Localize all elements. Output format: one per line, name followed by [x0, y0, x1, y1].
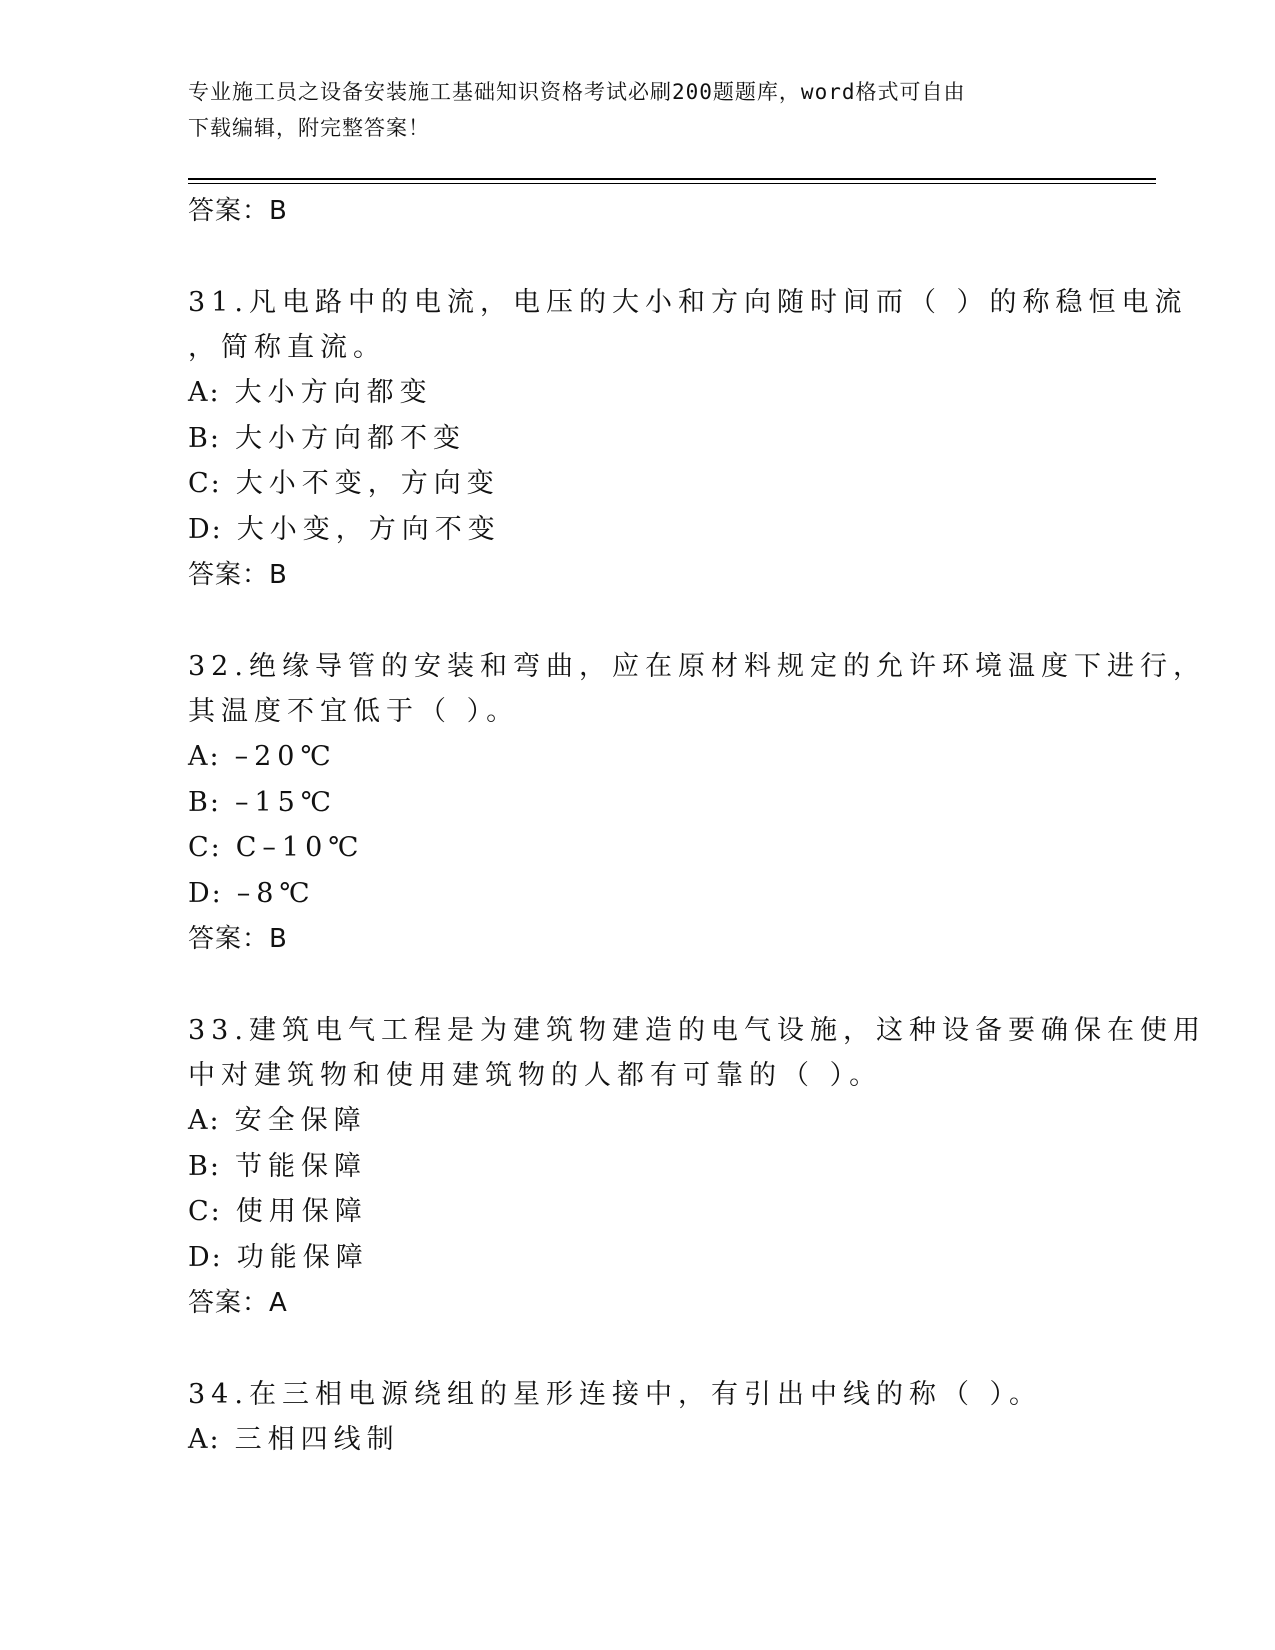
question-32-option-b — [188, 780, 1088, 826]
option-label: D: — [188, 1241, 223, 1273]
option-text: –20℃ — [234, 741, 337, 772]
option-label: A: — [188, 1424, 221, 1455]
question-31-text-line-1: 31.凡电路中的电流，电压的大小和方向随时间而（ ）的称稳恒电流 — [188, 287, 1188, 318]
question-31-option-d — [188, 507, 1088, 553]
question-32-text-line-2: 其温度不宜低于（ ）。 — [188, 696, 520, 727]
option-text: 大小方向都不变 — [234, 422, 466, 454]
spacer — [188, 598, 1088, 644]
option-text: –15℃ — [234, 786, 338, 818]
question-34-option-a — [188, 1417, 1088, 1463]
spacer — [188, 1326, 1088, 1372]
question-31 — [188, 280, 1188, 598]
header-rule-thin — [188, 183, 1156, 184]
spacer — [188, 962, 1088, 1008]
question-32-option-d — [188, 871, 1088, 917]
option-label: B: — [188, 1150, 221, 1182]
option-label: B: — [188, 422, 221, 454]
question-33-option-b — [188, 1144, 1088, 1190]
option-label: D: — [188, 513, 223, 545]
option-text: 三相四线制 — [234, 1424, 400, 1455]
document-header — [188, 74, 1068, 146]
question-31-option-a — [188, 370, 1088, 416]
header-line-1: 专业施工员之设备安装施工基础知识资格考试必刷200题题库，word格式可自由 — [188, 80, 966, 104]
option-text: 使用保障 — [235, 1196, 368, 1227]
option-label: C: — [188, 468, 222, 499]
question-33-option-c — [188, 1189, 1088, 1235]
option-label: D: — [188, 877, 223, 909]
question-33-option-d — [188, 1235, 1088, 1281]
option-label: C: — [188, 832, 222, 863]
answer-32: 答案：B — [188, 924, 288, 954]
question-31-option-c — [188, 461, 1088, 507]
question-32-option-a — [188, 734, 1088, 780]
spacer — [188, 234, 1088, 280]
question-31-option-b — [188, 416, 1088, 462]
option-label: C: — [188, 1196, 222, 1227]
option-label: A: — [188, 377, 221, 408]
option-label: A: — [188, 1105, 221, 1136]
question-33 — [188, 1008, 1206, 1326]
question-33-text-line-2: 中对建筑物和使用建筑物的人都有可靠的（ ）。 — [188, 1060, 883, 1091]
header-line-2: 下载编辑，附完整答案！ — [188, 116, 430, 140]
option-text: C–10℃ — [235, 832, 365, 863]
question-list — [188, 188, 1206, 1463]
option-text: 大小方向都变 — [234, 377, 433, 408]
option-text: 节能保障 — [234, 1150, 367, 1182]
option-text: 大小变，方向不变 — [236, 513, 501, 545]
question-34-text-line-1: 34.在三相电源绕组的星形连接中，有引出中线的称（ ）。 — [188, 1379, 1043, 1410]
question-31-text-line-2: ，简称直流。 — [188, 332, 386, 363]
option-text: 大小不变，方向变 — [235, 468, 500, 499]
question-32-text-line-1: 32.绝缘导管的安装和弯曲，应在原材料规定的允许环境温度下进行， — [188, 651, 1206, 682]
answer-30: 答案：B — [188, 196, 288, 226]
question-32 — [188, 644, 1206, 962]
question-34 — [188, 1372, 1088, 1463]
question-33-text-line-1: 33.建筑电气工程是为建筑物建造的电气设施，这种设备要确保在使用 — [188, 1015, 1206, 1046]
question-33-option-a — [188, 1098, 1088, 1144]
question-32-option-c — [188, 825, 1088, 871]
option-label: B: — [188, 786, 221, 818]
answer-31: 答案：B — [188, 560, 288, 590]
option-text: 安全保障 — [234, 1105, 367, 1136]
option-text: –8℃ — [236, 877, 316, 909]
answer-33: 答案：A — [188, 1288, 288, 1318]
option-label: A: — [188, 741, 221, 772]
option-text: 功能保障 — [236, 1241, 369, 1273]
header-rule-thick — [188, 178, 1156, 180]
